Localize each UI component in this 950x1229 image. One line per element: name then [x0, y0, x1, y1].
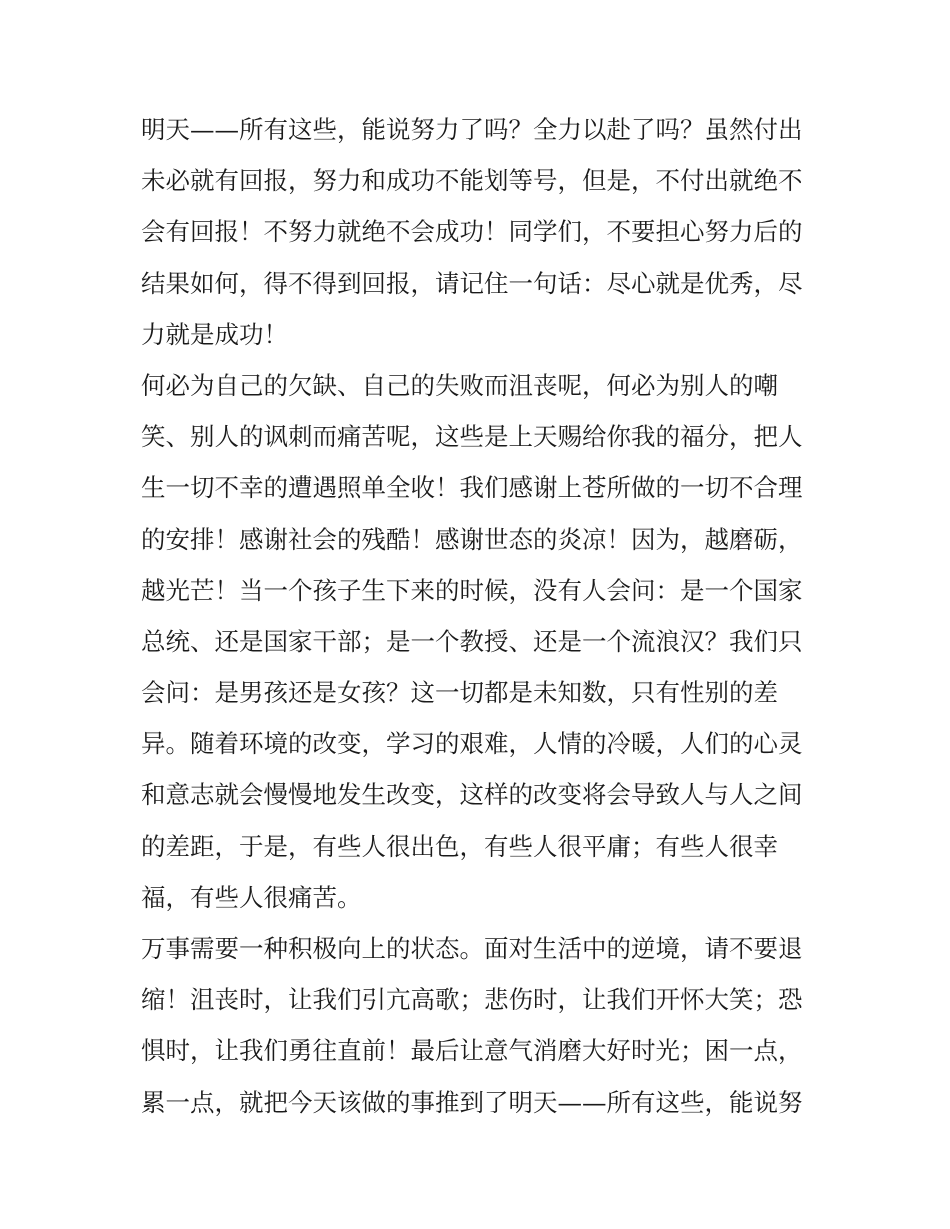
text-line: 缩！沮丧时，让我们引亢高歌；悲伤时，让我们开怀大笑；恐 [141, 985, 803, 1015]
text-line: 力就是成功！ [141, 319, 288, 349]
text-line: 越光芒！当一个孩子生下来的时候，没有人会问：是一个国家 [141, 575, 803, 605]
text-line: 生一切不幸的遭遇照单全收！我们感谢上苍所做的一切不合理 [141, 473, 803, 503]
text-line: 何必为自己的欠缺、自己的失败而沮丧呢，何必为别人的嘲 [141, 370, 778, 400]
text-line: 结果如何，得不得到回报，请记住一句话：尽心就是优秀，尽 [141, 268, 803, 298]
text-line: 福，有些人很痛苦。 [141, 882, 362, 912]
text-line: 总统、还是国家干部；是一个教授、还是一个流浪汉？我们只 [141, 626, 803, 656]
text-line: 会问：是男孩还是女孩？这一切都是未知数，只有性别的差 [141, 678, 778, 708]
text-line: 累一点，就把今天该做的事推到了明天——所有这些，能说努 [141, 1087, 803, 1117]
text-line: 万事需要一种积极向上的状态。面对生活中的逆境，请不要退 [141, 934, 803, 963]
text-line: 惧时，让我们勇往直前！最后让意气消磨大好时光；困一点， [141, 1036, 803, 1066]
text-line: 会有回报！不努力就绝不会成功！同学们，不要担心努力后的 [141, 217, 803, 247]
text-line: 的安排！感谢社会的残酷！感谢世态的炎凉！因为，越磨砺， [141, 524, 803, 554]
body-text [141, 104, 816, 1128]
text-line: 明天——所有这些，能说努力了吗？全力以赴了吗？虽然付出 [141, 115, 803, 144]
text-line: 未必就有回报，努力和成功不能划等号，但是，不付出就绝不 [141, 166, 803, 196]
text-line: 笑、别人的讽刺而痛苦呢，这些是上天赐给你我的福分，把人 [141, 422, 803, 452]
text-line: 的差距，于是，有些人很出色，有些人很平庸；有些人很幸 [141, 831, 778, 861]
text-line: 异。随着环境的改变，学习的艰难，人情的冷暖，人们的心灵 [141, 729, 803, 759]
text-line: 和意志就会慢慢地发生改变，这样的改变将会导致人与人之间 [141, 780, 803, 810]
